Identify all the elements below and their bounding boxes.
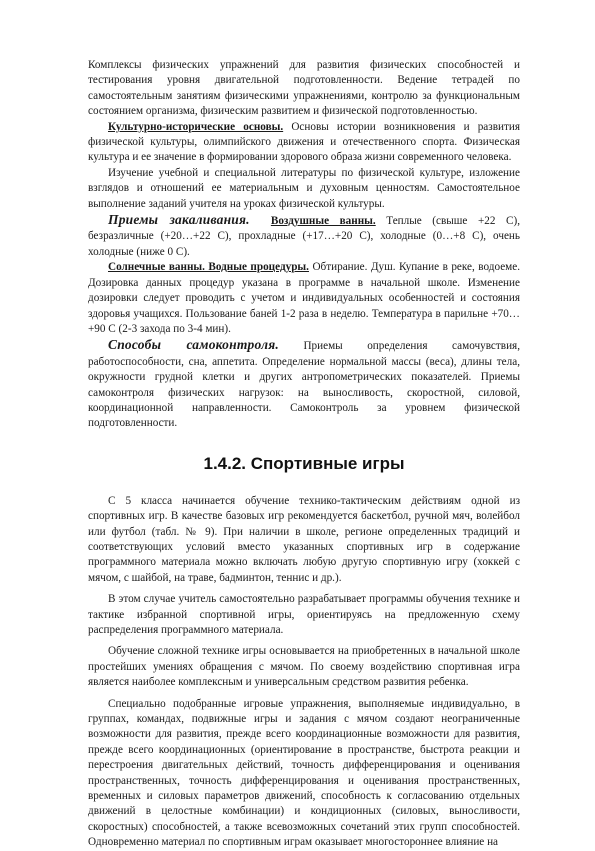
- paragraph-sport-games-intro: С 5 класса начинается обучение технико-тактическим действиям одной из спортивных игр. В качестве базовых игр рекомендуется баскетбол, ручной мяч, волейбол или футбол (табл. № 9). При наличии в школе, регионе определенных традиций и соответствующих условий вместо указанных спортивных игр в содержание программного материала можно включать любую другую спортивную игру (хоккей с мячом, с шайбой, на траве, бадминтон, теннис и др.).: [88, 494, 520, 584]
- paragraph-cultural-historical: [88, 120, 520, 166]
- body-cultural-historical: Основы истории возникновения и развития физической культуры, олимпийского движения и отечественного спорта. Физическая культура и ее значение в формировании здорового образа жизни современного человека.: [88, 120, 520, 164]
- paragraph-exercise-complexes: Комплексы физических упражнений для развития физических способностей и тестирования уровня двигательной подготовленности. Ведение тетрадей по самостоятельным занятиям физическими упражнениями, контролю за функциональным состоянием организма, физическим развитием и физической подготовленностью.: [88, 59, 520, 118]
- body-self-control: Приемы определения самочувствия, работоспособности, сна, аппетита. Определение нормальной массы (веса), длины тела, окружности грудной клетки и других антропометрических показателей. Приемы самоконтроля физических нагрузок: на выносливость, скоростной, силовой, координационной направленности. Самоконтроль за уровнем физической подготовленности.: [88, 340, 520, 430]
- body-sun-water: Обтирание. Душ. Купание в реке, водоеме. Дозировка данных процедур указана в программе в начальной школе. Изменение дозировки следует проводить с учетом и индивидуальных особенностей и состояния здоровья учащихся. Пользование баней 1-2 раза в неделю. Температура в парильне +70…+90 С (2-3 захода по 3-4 мин).: [88, 261, 520, 335]
- section-title: 1.4.2. Спортивные игры: [203, 453, 405, 473]
- heading-self-control: Способы самоконтроля.: [108, 337, 279, 353]
- paragraph-self-control: [88, 337, 520, 431]
- paragraph-complex-technique: Обучение сложной технике игры основывается на приобретенных в начальной школе простейших умениях обращения с мячом. По своему воздействию спортивная игра является наиболее комплексным и универсальным средством развития ребенка.: [88, 645, 520, 689]
- heading-hardening: Приемы закаливания.: [108, 212, 250, 228]
- paragraph-literature-study: Изучение учебной и специальной литературы по физической культуре, изложение взглядов и отношений ее материальным и духовным ценностям. Самостоятельное выполнение заданий учителя на уроках физической культуры.: [88, 166, 520, 210]
- paragraph-sun-water: [88, 260, 520, 337]
- paragraph-game-exercises: Специально подобранные игровые упражнения, выполняемые индивидуально, в группах, командах, подвижные игры и задания с мячом создают неограниченные возможности для развития, прежде всего координационные возможности для развития, прежде всего координационных (ориентирование в пространстве, быстрота реакции и перестроения двигательных действий, точность дифференцирования и оценивания пространственных, точность дифференцирования и оценивания пространственных, временных и силовых параметров движений, способность к согласованию отдельных движений в целостные комбинации) и кондиционных (силовых, выносливости, скоростных) способностей, а также всевозможных сочетаний этих групп способностей. Одновременно материал по спортивным играм оказывает многостороннее влияние на: [88, 697, 520, 849]
- lead-air-baths: Воздушные ванны.: [270, 215, 376, 228]
- paragraph-hardening: [88, 212, 520, 260]
- paragraph-teacher-program: В этом случае учитель самостоятельно разрабатывает программы обучения технике и тактике избранной спортивной игры, ориентируясь на предложенную схему распределения программного материала.: [88, 593, 520, 636]
- body-air-baths: Теплые (свыше +22 С), безразличные (+20…+22 С), прохладные (+17…+20 С), холодные (0…+8 С), очень холодные (ниже 0 С).: [88, 215, 520, 258]
- document-page: [88, 58, 520, 851]
- lead-cultural-historical: Культурно-исторические основы.: [108, 120, 284, 133]
- lead-sun-water: Солнечные ванны. Водные процедуры.: [108, 261, 309, 274]
